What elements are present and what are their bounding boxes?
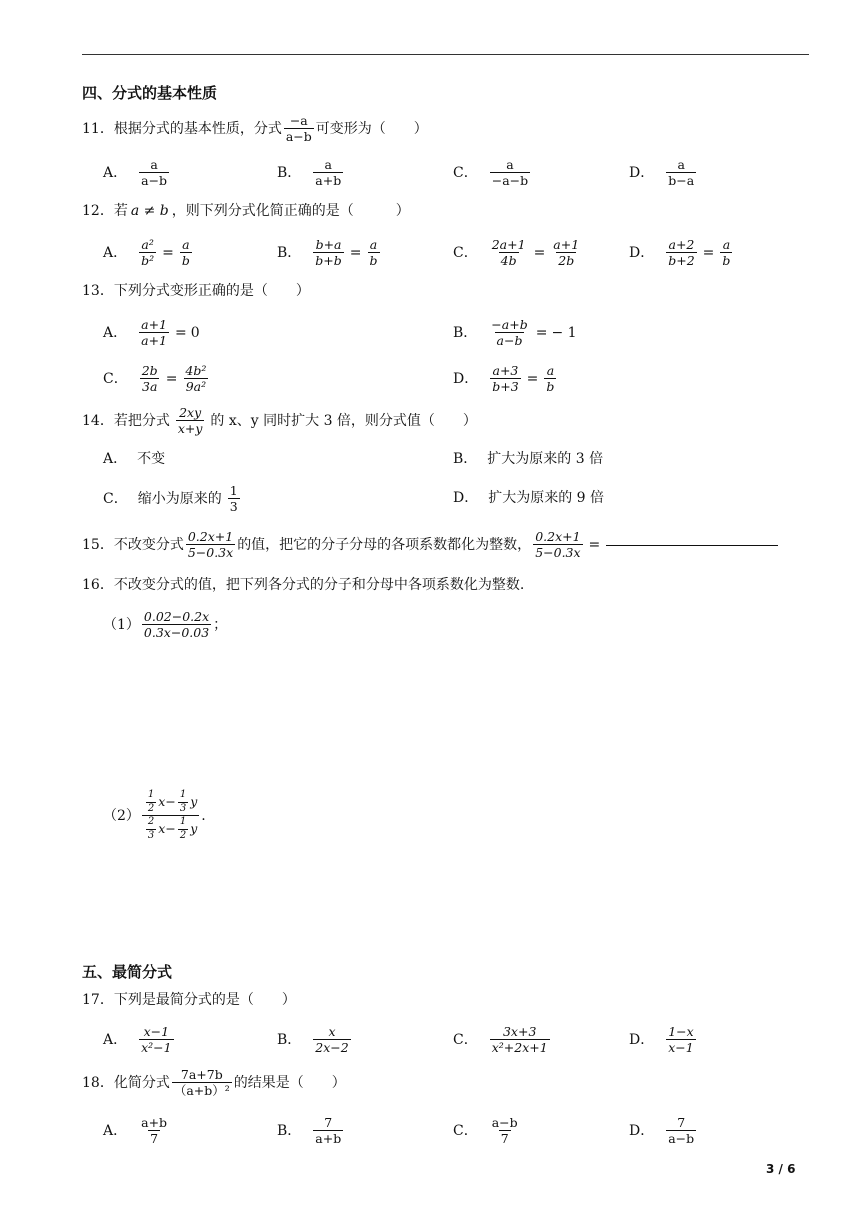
question-number: 12． xyxy=(82,203,114,219)
fraction: $\frac{a}{-a-b}$ xyxy=(491,157,529,189)
fraction: $\frac{2xy}{x+y}$ xyxy=(177,405,203,437)
question-number: 13． xyxy=(82,283,114,299)
option-c[interactable]: C． 缩小为原来的 $\frac{1}{3}$ xyxy=(103,483,238,515)
option-a[interactable]: A． $\frac{a+1}{a+1}$ = 0 xyxy=(103,317,200,349)
question-17 xyxy=(82,993,296,1007)
fraction: $\frac{0.2x+1}{5-0.3x}$ xyxy=(187,529,234,561)
page-number: 3 / 6 xyxy=(766,1162,796,1176)
fraction: $\frac{a}{b-a}$ xyxy=(668,157,695,189)
option-d[interactable]: D． $\frac{a}{b-a}$ xyxy=(629,157,695,189)
option-a[interactable]: A． $\frac{a}{a-b}$ xyxy=(103,157,168,189)
subquestion-1: （1） $\frac{0.02-0.2x}{0.3x-0.03}$ ； xyxy=(103,609,228,641)
option-b[interactable]: B． $\frac{b+a}{b+b}$ = $\frac{a}{b}$ xyxy=(277,237,378,269)
option-a[interactable]: A． $\frac{\text{a²}}{\text{b²}}$ = $\frac{a}{b}$ xyxy=(103,237,190,269)
option-c[interactable]: C． $\frac{2a+1}{4b}$ = $\frac{a+1}{2b}$ xyxy=(453,237,580,269)
subquestion-2: （2） $\frac{1}{2}$ x− $\frac{1}{3}$ y $\frac{2}{3}$ x− $\frac{1}{2}$ y . xyxy=(103,789,206,841)
option-c[interactable]: C． $\frac{2b}{3a}$ = $\frac{\text{4b²}}{\text{9a²}}$ xyxy=(103,363,207,395)
question-number: 15． xyxy=(82,536,114,553)
option-d[interactable]: D． $\frac{a+2}{b+2}$ = $\frac{a}{b}$ xyxy=(629,237,731,269)
question-stem-mid: 的值，把它的分子分母的各项系数都化为整数， xyxy=(237,536,532,553)
complex-fraction: $\frac{1}{2}$ x− $\frac{1}{3}$ y $\frac{2}{3}$ x− $\frac{1}{2}$ y xyxy=(142,790,199,841)
question-14 xyxy=(82,406,477,435)
option-b[interactable]: B． 扩大为原来的 3 倍 xyxy=(453,451,604,467)
option-b[interactable]: B． $\frac{a}{a+b}$ xyxy=(277,157,342,189)
option-a[interactable]: A． $\frac{a+b}{7}$ xyxy=(103,1115,168,1147)
section-title-5: 五、最简分式 xyxy=(82,963,173,981)
question-stem-end: 的 x、y 同时扩大 3 倍，则分式值（ ） xyxy=(210,412,477,429)
option-d[interactable]: D． $\frac{a+3}{b+3}$ = $\frac{a}{b}$ xyxy=(453,363,555,395)
question-stem: 不改变分式 xyxy=(113,536,184,553)
option-d[interactable]: D． 扩大为原来的 9 倍 xyxy=(453,490,605,506)
option-d[interactable]: D． $\frac{1-x}{x-1}$ xyxy=(629,1024,694,1056)
question-stem: 根据分式的基本性质，分式 xyxy=(113,120,282,137)
question-13 xyxy=(82,284,310,298)
fraction: $\frac{0.02-0.2x}{0.3x-0.03}$ xyxy=(143,609,210,641)
question-stem: 下列分式变形正确的是（ ） xyxy=(113,283,310,299)
question-stem: 下列是最简分式的是（ ） xyxy=(113,992,296,1008)
question-12 xyxy=(82,204,410,218)
answer-blank[interactable] xyxy=(606,544,778,546)
question-stem: 若 xyxy=(113,203,128,219)
question-number: 11． xyxy=(82,120,114,137)
question-15: 15． 不改变分式 $\frac{0.2x+1}{5-0.3x}$ 的值，把它的分子分母的各项系数都化为整数， $\frac{0.2x+1}{5-0.3x}$ = xyxy=(82,530,778,559)
question-number: 16． xyxy=(82,577,114,593)
option-a[interactable]: A． $\frac{x-1}{\text{x²−1}}$ xyxy=(103,1024,172,1056)
option-d[interactable]: D． $\frac{7}{a-b}$ xyxy=(629,1115,695,1147)
section-title-4: 四、分式的基本性质 xyxy=(82,84,218,102)
fraction: $\frac{a}{a-b}$ xyxy=(141,157,168,189)
question-stem: 若把分式 xyxy=(113,412,170,429)
question-number: 18． xyxy=(82,1074,114,1091)
question-11 xyxy=(82,114,428,143)
option-c[interactable]: C． $\frac{a-b}{7}$ xyxy=(453,1115,518,1147)
question-stem-end: ，则下列分式化简正确的是（ ） xyxy=(171,203,410,219)
fraction: $\frac{a}{a+b}$ xyxy=(315,157,342,189)
question-16 xyxy=(82,578,524,592)
fraction: $\frac{0.2x+1}{5-0.3x}$ xyxy=(535,529,581,561)
option-c[interactable]: C． $\frac{a}{-a-b}$ xyxy=(453,157,529,189)
header-rule xyxy=(82,54,809,55)
condition: a ≠ b xyxy=(130,203,169,219)
question-stem: 化简分式 xyxy=(113,1074,170,1091)
question-18 xyxy=(82,1068,346,1097)
option-b[interactable]: B． $\frac{x}{2x-2}$ xyxy=(277,1024,349,1056)
option-b[interactable]: B． $\frac{7}{a+b}$ xyxy=(277,1115,342,1147)
option-a[interactable]: A． 不变 xyxy=(103,451,166,467)
question-number: 14． xyxy=(82,412,114,429)
option-b[interactable]: B． $\frac{-a+b}{a-b}$ = − 1 xyxy=(453,317,577,349)
question-stem-end: 的结果是（ ） xyxy=(233,1074,346,1091)
fraction: $\frac{-a}{a-b}$ xyxy=(285,113,312,145)
question-stem-end: 可变形为（ ） xyxy=(315,120,428,137)
option-c[interactable]: C． $\frac{3x+3}{\text{x²+2x+1}}$ xyxy=(453,1024,548,1056)
question-number: 17． xyxy=(82,992,114,1008)
question-stem: 不改变分式的值，把下列各分式的分子和分母中各项系数化为整数. xyxy=(113,577,525,593)
fraction: $\frac{7a+7b}{\text{（a+b）²}}$ xyxy=(173,1067,230,1099)
